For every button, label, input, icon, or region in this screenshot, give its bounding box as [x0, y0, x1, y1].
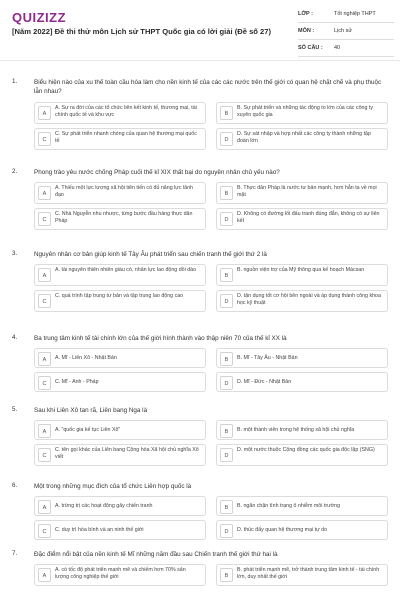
option-text: C. Nhà Nguyễn nhu nhược, từng bước đầu hàng thực dân Pháp: [55, 211, 193, 225]
option-letter: B: [220, 352, 233, 366]
meta-row-subject: [298, 23, 394, 40]
option-letter: D: [220, 212, 233, 226]
question-number: 1.: [12, 78, 18, 85]
option-b[interactable]: [216, 348, 388, 368]
question-text: Nguyên nhân cơ bản giúp kinh tế Tây Âu phát triển sau chiến tranh thế giới thứ 2 là: [34, 251, 267, 258]
option-letter: C: [38, 132, 51, 146]
option-letter: C: [38, 524, 51, 538]
option-letter: A: [38, 268, 51, 282]
option-c[interactable]: [34, 208, 206, 230]
option-letter: D: [220, 448, 233, 462]
option-a[interactable]: [34, 564, 206, 586]
option-text: A. "quốc gia kế tục Liên Xô": [55, 427, 121, 433]
meta-label: SỐ CÂU :: [298, 45, 323, 51]
option-a[interactable]: [34, 420, 206, 440]
option-letter: C: [38, 376, 51, 390]
option-text: A. Sự ra đời của các tổ chức liên kết kinh tế, thương mại, tài chính quốc tế và khu vực: [55, 105, 197, 119]
meta-label: LỚP :: [298, 11, 313, 17]
question-text: Ba trung tâm kinh tế tài chính lớn của thế giới hình thành vào thập niên 70 của thế kỉ XX là: [34, 335, 287, 342]
option-d[interactable]: [216, 208, 388, 230]
option-letter: C: [38, 448, 51, 462]
worksheet-header: [0, 0, 400, 61]
option-text: A. trừng trị các hoạt động gây chiến tranh: [55, 503, 153, 509]
option-letter: B: [220, 186, 233, 200]
meta-value: Lịch sử: [334, 28, 353, 34]
option-a[interactable]: [34, 496, 206, 516]
option-letter: B: [220, 500, 233, 514]
option-b[interactable]: [216, 102, 388, 124]
option-letter: A: [38, 500, 51, 514]
question-number: 4.: [12, 334, 18, 341]
option-letter: D: [220, 294, 233, 308]
option-text: A. tài nguyên thiên nhiên giàu có, nhân lực lao động dồi dào: [55, 267, 197, 273]
option-text: B. phát triển mạnh mẽ, trở thành trung tâm kinh tế - tài chính lớn, duy nhất thế giới: [237, 567, 380, 581]
option-a[interactable]: [34, 182, 206, 204]
meta-value: 40: [334, 45, 341, 51]
option-d[interactable]: [216, 290, 388, 312]
option-text: D. tận dụng tốt cơ hội bên ngoài và áp dụng thành công khoa học kỹ thuật: [237, 293, 381, 307]
option-letter: D: [220, 524, 233, 538]
option-a[interactable]: [34, 348, 206, 368]
option-text: D. thúc đẩy quan hệ thương mại tự do: [237, 527, 328, 533]
option-text: A. Thiếu một lực lượng xã hội tiên tiến có đủ năng lực lãnh đạo: [55, 185, 193, 199]
question-text: Biểu hiện nào của xu thế toàn cầu hóa làm cho nền kinh tế của các các nước trên thế giới có quan hệ chặt chẽ và phụ thuộc lẫn nhau?: [34, 79, 382, 96]
option-a[interactable]: [34, 264, 206, 286]
option-text: B. Mĩ - Tây Âu - Nhật Bản: [237, 355, 298, 361]
option-text: C. Mĩ - Anh - Pháp: [55, 379, 99, 385]
option-text: B. Thực dân Pháp là nước tư bản mạnh, hơn hẳn ta về mọi mặt: [237, 185, 377, 199]
page-title: [Năm 2022] Đề thi thử môn Lịch sử THPT Quốc gia có lời giải (Đề số 27): [12, 27, 272, 36]
question-number: 3.: [12, 250, 18, 257]
option-text: B. Sự phát triển và những tác động to lớn của các công ty xuyên quốc gia: [237, 105, 374, 119]
option-text: A. Mĩ - Liên Xô - Nhật Bản: [55, 355, 117, 361]
meta-row-grade: [298, 6, 394, 23]
option-c[interactable]: [34, 520, 206, 540]
option-text: C. Sự phát triển nhanh chóng của quan hệ thương mại quốc tế: [55, 131, 197, 145]
option-letter: B: [220, 568, 233, 582]
option-b[interactable]: [216, 420, 388, 440]
question-text: Phong trào yêu nước chống Pháp cuối thế kỉ XIX thất bại do nguyên nhân chủ yếu nào?: [34, 169, 280, 176]
question-text: Sau khi Liên Xô tan rã, Liên bang Nga là: [34, 407, 148, 414]
option-c[interactable]: [34, 444, 206, 466]
question-text: Một trong những mục đích của tổ chức Liên hợp quốc là: [34, 483, 192, 490]
option-b[interactable]: [216, 182, 388, 204]
option-c[interactable]: [34, 372, 206, 392]
option-d[interactable]: [216, 444, 388, 466]
question-number: 7.: [12, 550, 18, 557]
option-text: D. một nước thuộc Cộng đồng các quốc gia độc lập (SNG): [237, 447, 375, 453]
option-letter: B: [220, 268, 233, 282]
option-letter: D: [220, 132, 233, 146]
option-a[interactable]: [34, 102, 206, 124]
option-text: D. Mĩ - Đức - Nhật Bản: [237, 379, 292, 385]
meta-table: [298, 6, 394, 57]
option-letter: A: [38, 568, 51, 582]
option-text: C. tên gọi khác của Liên bang Cộng hòa Xã hội chủ nghĩa Xô viết: [55, 447, 199, 461]
option-letter: A: [38, 106, 51, 120]
question-text: Đặc điểm nổi bật của nền kinh tế Mĩ những năm đầu sau Chiến tranh thế giới thứ hai là: [34, 551, 278, 558]
option-letter: D: [220, 376, 233, 390]
option-letter: A: [38, 424, 51, 438]
option-text: D. Không có đường lối đấu tranh đúng đắn, không có sự liên kết: [237, 211, 380, 225]
option-b[interactable]: [216, 264, 388, 286]
option-b[interactable]: [216, 564, 388, 586]
quizizz-logo[interactable]: QUIZIZZ: [12, 10, 67, 25]
option-letter: A: [38, 352, 51, 366]
question-number: 6.: [12, 482, 18, 489]
option-text: C. duy trì hòa bình và an ninh thế giới: [55, 527, 144, 533]
option-letter: B: [220, 106, 233, 120]
option-text: B. ngăn chặn tình trạng ô nhiễm môi trường: [237, 503, 341, 509]
option-letter: A: [38, 186, 51, 200]
question-number: 2.: [12, 168, 18, 175]
option-text: B. một thành viên trong hệ thống xã hội chủ nghĩa: [237, 427, 355, 433]
option-c[interactable]: [34, 128, 206, 150]
option-b[interactable]: [216, 496, 388, 516]
option-letter: B: [220, 424, 233, 438]
option-d[interactable]: [216, 372, 388, 392]
option-d[interactable]: [216, 128, 388, 150]
option-letter: C: [38, 294, 51, 308]
question-number: 5.: [12, 406, 18, 413]
option-text: B. nguồn viện trợ của Mỹ thông qua kế hoạch Mácsan: [237, 267, 365, 273]
meta-value: Tốt nghiệp THPT: [334, 11, 376, 17]
option-text: D. Sự sát nhập và hợp nhất các công ty thành những tập đoàn lớn: [237, 131, 371, 145]
meta-label: MÔN :: [298, 28, 315, 34]
meta-row-question-count: [298, 40, 394, 57]
option-text: A. có tốc độ phát triển mạnh mẽ và chiếm hơn 70% sản lượng công nghiệp thế giới: [55, 567, 186, 581]
option-text: C. quá trình tập trung tư bản và tập trung lao động cao: [55, 293, 184, 299]
option-d[interactable]: [216, 520, 388, 540]
option-letter: C: [38, 212, 51, 226]
option-c[interactable]: [34, 290, 206, 312]
